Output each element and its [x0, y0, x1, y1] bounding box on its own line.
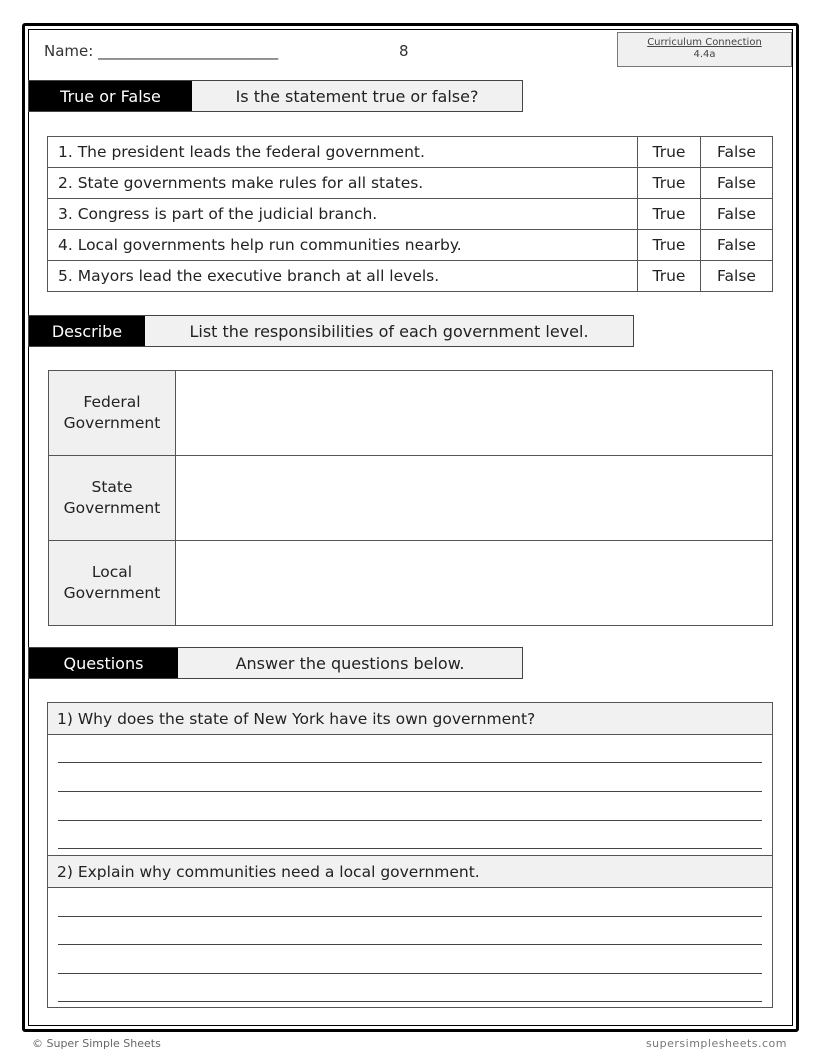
true-option[interactable]: True — [638, 230, 701, 261]
level-name: Federal — [83, 393, 141, 411]
level-suffix: Government — [63, 414, 161, 432]
questions-label: Questions — [29, 648, 178, 678]
table-row — [48, 230, 773, 261]
level-name: Local — [91, 563, 133, 581]
describe-table — [48, 370, 773, 626]
question-text: 2) Explain why communities need a local government. — [48, 856, 772, 888]
false-option[interactable]: False — [701, 261, 773, 292]
true-false-section-header — [28, 80, 523, 112]
describe-label: Describe — [29, 316, 145, 346]
true-option[interactable]: True — [638, 137, 701, 168]
answer-line[interactable] — [58, 973, 762, 974]
table-row — [48, 261, 773, 292]
level-name: State — [91, 478, 133, 496]
describe-section-header — [28, 315, 634, 347]
true-option[interactable]: True — [638, 168, 701, 199]
true-false-table — [47, 136, 773, 292]
answer-line[interactable] — [58, 791, 762, 792]
statement-text: 5. Mayors lead the executive branch at all levels. — [48, 261, 638, 292]
questions-section-header — [28, 647, 523, 679]
government-level-label — [49, 541, 176, 626]
statement-text: 3. Congress is part of the judicial branch. — [48, 199, 638, 230]
answer-lines[interactable] — [48, 735, 772, 855]
question-text: 1) Why does the state of New York have its own government? — [48, 703, 772, 735]
true-option[interactable]: True — [638, 199, 701, 230]
level-suffix: Government — [63, 584, 161, 602]
curriculum-connection-box — [617, 32, 792, 67]
statement-text: 1. The president leads the federal government. — [48, 137, 638, 168]
responsibility-answer-cell[interactable] — [176, 456, 773, 541]
copyright-text: © Super Simple Sheets — [32, 1037, 161, 1050]
answer-line[interactable] — [58, 820, 762, 821]
responsibility-answer-cell[interactable] — [176, 541, 773, 626]
table-row — [48, 199, 773, 230]
answer-line[interactable] — [58, 848, 762, 849]
name-field-label[interactable]: Name: ________________________ — [44, 42, 279, 60]
answer-line[interactable] — [58, 762, 762, 763]
table-row — [49, 456, 773, 541]
answer-line[interactable] — [58, 944, 762, 945]
false-option[interactable]: False — [701, 230, 773, 261]
false-option[interactable]: False — [701, 168, 773, 199]
statement-text: 4. Local governments help run communities nearby. — [48, 230, 638, 261]
curriculum-connection-title: Curriculum Connection — [647, 37, 762, 48]
table-row — [48, 168, 773, 199]
page-number: 8 — [399, 42, 409, 60]
answer-lines[interactable] — [48, 888, 772, 1007]
table-row — [48, 137, 773, 168]
statement-text: 2. State governments make rules for all states. — [48, 168, 638, 199]
answer-line[interactable] — [58, 916, 762, 917]
false-option[interactable]: False — [701, 137, 773, 168]
false-option[interactable]: False — [701, 199, 773, 230]
true-false-instruction: Is the statement true or false? — [192, 81, 522, 111]
government-level-label — [49, 456, 176, 541]
question-block-1 — [47, 702, 773, 856]
table-row — [49, 371, 773, 456]
questions-instruction: Answer the questions below. — [178, 648, 522, 678]
website-text: supersimplesheets.com — [645, 1037, 787, 1050]
answer-line[interactable] — [58, 1001, 762, 1002]
true-false-label: True or False — [29, 81, 192, 111]
curriculum-connection-code: 4.4a — [693, 49, 716, 60]
true-option[interactable]: True — [638, 261, 701, 292]
level-suffix: Government — [63, 499, 161, 517]
responsibility-answer-cell[interactable] — [176, 371, 773, 456]
question-block-2 — [47, 855, 773, 1008]
government-level-label — [49, 371, 176, 456]
table-row — [49, 541, 773, 626]
describe-instruction: List the responsibilities of each government level. — [145, 316, 633, 346]
